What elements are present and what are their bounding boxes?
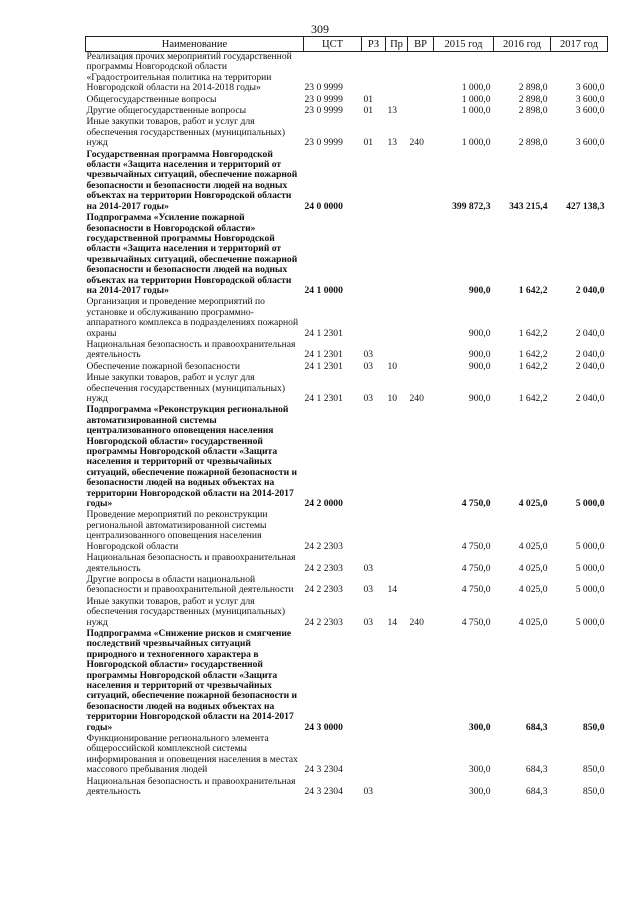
row-2017: 3 600,0 — [575, 93, 605, 105]
row-name: Национальная безопасность и правоохранительная деятельность — [86, 552, 296, 574]
table-row — [86, 575, 608, 597]
row-cst: 23 0 9999 — [304, 137, 343, 149]
row-rz: 03 — [363, 616, 374, 628]
row-vr — [408, 150, 434, 213]
row-2015: 399 872,3 — [452, 200, 491, 212]
row-2017: 850,0 — [582, 721, 605, 733]
row-2015: 4 750,0 — [461, 498, 491, 510]
row-rz — [362, 510, 386, 553]
row-name: Государственная программа Новгородской области «Защита населения и территорий от чрезвычайных ситуаций, обеспечение пожарной безопасности и безопасности людей на водных объектах на территории Новгородской области на 2014-2017 годы» — [86, 148, 298, 212]
table-row — [86, 734, 608, 777]
row-name: Национальная безопасность и правоохранительная деятельность — [86, 775, 296, 798]
row-cst: 24 1 2301 — [304, 360, 343, 372]
row-2017: 850,0 — [582, 764, 605, 776]
row-pr — [386, 629, 408, 734]
row-pr — [386, 405, 408, 510]
row-name: Иные закупки товаров, работ и услуг для обеспечения государственных (муниципальных) нужд — [86, 595, 286, 628]
row-2015: 900,0 — [468, 349, 491, 361]
row-2017: 5 000,0 — [575, 540, 605, 552]
row-2016: 4 025,0 — [518, 562, 548, 574]
row-rz: 01 — [363, 93, 374, 105]
row-2015: 900,0 — [468, 284, 491, 296]
row-rz: 01 — [363, 105, 374, 117]
table-row — [86, 597, 608, 629]
table-row — [86, 297, 608, 340]
row-rz — [362, 734, 386, 777]
row-rz: 03 — [363, 360, 374, 372]
row-cst: 24 1 0000 — [304, 284, 343, 296]
row-rz: 03 — [363, 393, 374, 404]
row-pr — [386, 553, 408, 575]
row-vr — [408, 95, 434, 106]
row-cst: 24 1 2301 — [304, 393, 343, 404]
table-row — [86, 777, 608, 799]
table-row — [86, 52, 608, 95]
row-cst: 24 2 0000 — [304, 498, 343, 510]
row-2017: 5 000,0 — [575, 616, 605, 628]
row-pr: 14 — [387, 616, 398, 628]
row-2017: 3 600,0 — [575, 105, 605, 117]
table-row — [86, 150, 608, 213]
row-rz: 01 — [363, 137, 374, 149]
row-name: Подпрограмма «Снижение рисков и смягчение последствий чрезвычайных ситуаций природного и техногенного характера в Новгородской области» государственной программы Новгородской области «Защита населения и территорий от чрезвычайных ситуаций, обеспечение пожарной безопасности и безопасности людей на водных объектах на территории Новгородской области на 2014-2017 годы» — [86, 627, 298, 733]
row-vr — [408, 777, 434, 799]
row-vr: 240 — [409, 137, 424, 149]
row-2015: 1 000,0 — [461, 93, 491, 105]
page-number: 309 — [311, 22, 329, 36]
row-vr — [408, 405, 434, 510]
row-pr — [386, 734, 408, 777]
table-row — [86, 117, 608, 149]
header-2016: 2016 год — [494, 37, 551, 52]
row-pr — [386, 297, 408, 340]
row-2017: 2 040,0 — [575, 360, 605, 372]
row-vr — [408, 213, 434, 297]
row-2016: 684,3 — [525, 764, 548, 776]
budget-table — [85, 36, 608, 798]
row-2016: 1 642,2 — [518, 349, 548, 361]
row-2016: 684,3 — [525, 721, 548, 733]
row-rz: 03 — [363, 349, 374, 361]
row-cst: 24 3 0000 — [304, 721, 343, 733]
row-vr — [408, 734, 434, 777]
row-2017: 2 040,0 — [575, 284, 605, 296]
row-vr — [408, 553, 434, 575]
row-2016: 2 898,0 — [518, 93, 548, 105]
row-2017: 5 000,0 — [575, 498, 605, 510]
row-2016: 2 898,0 — [518, 137, 548, 149]
table-row — [86, 340, 608, 362]
row-2017: 2 040,0 — [575, 393, 605, 404]
header-name: Наименование — [86, 37, 304, 52]
row-2017: 5 000,0 — [575, 584, 605, 596]
row-name: Обеспечение пожарной безопасности — [86, 360, 241, 372]
row-2017: 2 040,0 — [575, 327, 605, 339]
row-name: Реализация прочих мероприятий государственной программы Новгородской области «Градостроительная политика на территории Новгородской области на 2014-2018 годы» — [86, 51, 292, 94]
row-2015: 1 000,0 — [461, 82, 491, 94]
header-rz: РЗ — [362, 37, 386, 52]
header-2015: 2015 год — [434, 37, 494, 52]
row-cst: 24 0 0000 — [304, 200, 343, 212]
row-2015: 4 750,0 — [461, 584, 491, 596]
row-2016: 1 642,2 — [518, 284, 548, 296]
row-2015: 300,0 — [468, 764, 491, 776]
row-2017: 2 040,0 — [575, 349, 605, 361]
row-rz — [362, 405, 386, 510]
row-2017: 5 000,0 — [575, 562, 605, 574]
row-name: Иные закупки товаров, работ и услуг для обеспечения государственных (муниципальных) нужд — [86, 372, 286, 404]
header-2017: 2017 год — [551, 37, 608, 52]
row-name: Подпрограмма «Реконструкция региональной автоматизированной системы централизованного оповещения населения Новгородской области» государственной программы Новгородской области «Защита населения и территорий от чрезвычайных ситуаций, обеспечение пожарной безопасности и безопасности людей на водных объектах на территории Новгородской области на 2014-2017 годы» — [86, 404, 298, 510]
row-pr: 13 — [387, 105, 398, 117]
row-2016: 1 642,2 — [518, 360, 548, 372]
row-vr — [408, 52, 434, 95]
row-rz: 03 — [363, 562, 374, 574]
row-cst: 24 3 2304 — [304, 764, 343, 776]
table-header-row — [86, 37, 608, 52]
table-row — [86, 629, 608, 734]
table-row — [86, 373, 608, 405]
row-rz: 03 — [363, 584, 374, 596]
row-2015: 300,0 — [468, 786, 491, 798]
row-2015: 900,0 — [468, 327, 491, 339]
header-cst: ЦСТ — [304, 37, 362, 52]
row-cst: 24 3 2304 — [304, 786, 343, 798]
row-pr — [386, 150, 408, 213]
row-name: Проведение мероприятий по реконструкции региональной автоматизированной системы централизованного оповещения населения Новгородской области — [86, 509, 268, 552]
row-vr: 240 — [409, 393, 424, 404]
row-vr — [408, 629, 434, 734]
row-cst: 24 2 2303 — [304, 540, 343, 552]
row-rz — [362, 629, 386, 734]
row-2016: 343 215,4 — [509, 200, 548, 212]
row-rz — [362, 52, 386, 95]
row-pr — [386, 510, 408, 553]
row-2016: 4 025,0 — [518, 616, 548, 628]
row-pr: 10 — [387, 360, 398, 372]
row-cst: 23 0 9999 — [304, 93, 343, 105]
row-2016: 2 898,0 — [518, 82, 548, 94]
row-name: Общегосударственные вопросы — [86, 93, 217, 105]
row-cst: 24 2 2303 — [304, 584, 343, 596]
row-2017: 3 600,0 — [575, 137, 605, 149]
table-row — [86, 510, 608, 553]
row-cst: 24 2 2303 — [304, 562, 343, 574]
row-pr: 13 — [387, 137, 398, 149]
row-2015: 4 750,0 — [461, 562, 491, 574]
row-2015: 300,0 — [468, 721, 491, 733]
row-pr — [386, 340, 408, 362]
header-pr: Пр — [386, 37, 408, 52]
row-vr: 240 — [409, 616, 424, 628]
row-cst: 23 0 9999 — [304, 105, 343, 117]
row-2015: 900,0 — [468, 393, 491, 404]
row-2016: 1 642,2 — [518, 393, 548, 404]
row-rz: 03 — [363, 786, 374, 798]
row-name: Подпрограмма «Усиление пожарной безопасности в Новгородской области» государственной программы Новгородской области «Защита населения и территорий от чрезвычайных ситуаций, обеспечение пожарной безопасности и безопасности людей на водных объектах на территории Новгородской области на 2014-2017 годы» — [86, 212, 298, 296]
row-2015: 900,0 — [468, 360, 491, 372]
table-row — [86, 405, 608, 510]
row-pr: 10 — [387, 393, 398, 404]
row-rz — [362, 213, 386, 297]
row-vr — [408, 575, 434, 597]
row-2015: 1 000,0 — [461, 105, 491, 117]
row-2016: 1 642,2 — [518, 327, 548, 339]
row-cst: 23 0 9999 — [304, 82, 343, 94]
row-rz — [362, 150, 386, 213]
row-name: Национальная безопасность и правоохранительная деятельность — [86, 338, 296, 361]
row-vr — [408, 106, 434, 117]
row-2015: 4 750,0 — [461, 540, 491, 552]
row-rz — [362, 297, 386, 340]
row-2016: 4 025,0 — [518, 498, 548, 510]
row-2017: 427 138,3 — [566, 200, 605, 212]
row-2016: 4 025,0 — [518, 584, 548, 596]
row-2017: 850,0 — [582, 786, 605, 798]
header-vr: ВР — [408, 37, 434, 52]
row-pr: 14 — [387, 584, 398, 596]
row-2016: 4 025,0 — [518, 540, 548, 552]
row-2015: 1 000,0 — [461, 137, 491, 149]
row-vr — [408, 297, 434, 340]
row-2015: 4 750,0 — [461, 616, 491, 628]
table-row — [86, 553, 608, 575]
table-row — [86, 213, 608, 297]
row-2016: 684,3 — [525, 786, 548, 798]
row-cst: 24 2 2303 — [304, 616, 343, 628]
row-vr — [408, 340, 434, 362]
row-vr — [408, 362, 434, 373]
row-name: Иные закупки товаров, работ и услуг для обеспечения государственных (муниципальных) нужд — [86, 116, 286, 149]
row-cst: 24 1 2301 — [304, 327, 343, 339]
row-cst: 24 1 2301 — [304, 349, 343, 361]
row-2017: 3 600,0 — [575, 82, 605, 94]
row-name: Организация и проведение мероприятий по установке и обслуживанию программно-аппаратного комплекса в подразделениях пожарной охраны — [86, 296, 299, 339]
row-vr — [408, 510, 434, 553]
row-pr — [386, 213, 408, 297]
row-name: Другие общегосударственные вопросы — [86, 105, 247, 117]
row-name: Функционирование регионального элемента общероссийской комплексной системы информирования и оповещения населения в местах массового пребывания людей — [86, 733, 298, 776]
row-pr — [386, 52, 408, 95]
row-name: Другие вопросы в области национальной безопасности и правоохранительной деятельности — [86, 573, 294, 596]
row-2016: 2 898,0 — [518, 105, 548, 117]
row-pr — [386, 777, 408, 799]
